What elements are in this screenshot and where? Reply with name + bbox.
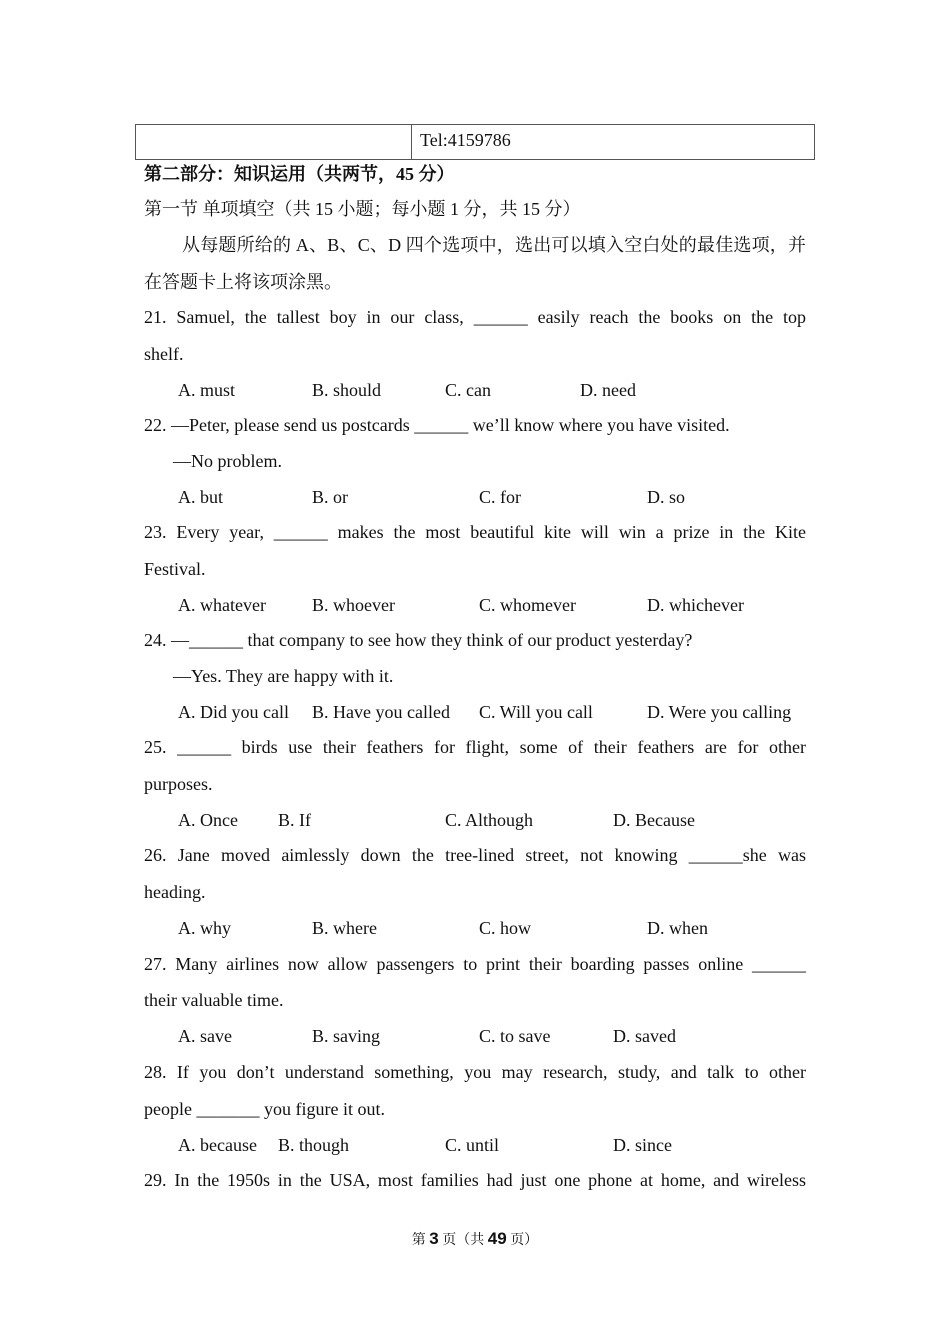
question-23-options xyxy=(178,592,818,618)
option-c: C. Although xyxy=(445,810,534,830)
option-a: A. save xyxy=(178,1026,232,1046)
question-24-line-2: —Yes. They are happy with it. xyxy=(173,666,394,686)
option-c: C. Will you call xyxy=(479,702,593,722)
instructions-line-2: 在答题卡上将该项涂黑。 xyxy=(144,272,342,292)
option-d: D. need xyxy=(580,380,636,400)
section-title: 第一节 单项填空（共 15 小题；每小题 1 分，共 15 分） xyxy=(144,199,581,219)
option-b: B. or xyxy=(312,487,348,507)
question-22-options xyxy=(178,484,818,510)
option-b: B. Have you called xyxy=(312,702,450,722)
contact-table-row xyxy=(135,124,815,160)
option-a: A. must xyxy=(178,380,236,400)
option-a: A. Did you call xyxy=(178,702,289,722)
option-c: C. how xyxy=(479,918,532,938)
question-26-line-1: 26. Jane moved aimlessly down the tree-lined street, not knowing ______she was xyxy=(144,845,806,865)
option-d: D. saved xyxy=(613,1026,676,1046)
question-22-line-1: 22. —Peter, please send us postcards ______ we’ll know where you have visited. xyxy=(144,415,730,435)
table-cell-empty xyxy=(136,125,412,159)
question-21-line-1: 21. Samuel, the tallest boy in our class, ______ easily reach the books on the top xyxy=(144,307,806,327)
option-a: A. why xyxy=(178,918,231,938)
question-26-line-2: heading. xyxy=(144,882,206,902)
page-footer xyxy=(0,1228,950,1252)
question-21-line-2: shelf. xyxy=(144,344,184,364)
question-25-options xyxy=(178,807,818,833)
footer-page-number: 3 xyxy=(429,1229,439,1248)
question-28-line-2: people _______ you figure it out. xyxy=(144,1099,385,1119)
question-22-line-2: —No problem. xyxy=(173,451,282,471)
footer-suffix: 页） xyxy=(506,1233,539,1248)
question-23-line-2: Festival. xyxy=(144,559,206,579)
option-a: A. but xyxy=(178,487,223,507)
question-27-options xyxy=(178,1023,818,1049)
option-c: C. to save xyxy=(479,1026,551,1046)
option-d: D. whichever xyxy=(647,595,744,615)
question-24-line-1: 24. —______ that company to see how they think of our product yesterday? xyxy=(144,630,693,650)
question-25-line-1: 25. ______ birds use their feathers for flight, some of their feathers are for other xyxy=(144,737,806,757)
option-d: D. so xyxy=(647,487,686,507)
instructions-line-1: 从每题所给的 A、B、C、D 四个选项中，选出可以填入空白处的最佳选项，并 xyxy=(182,235,806,255)
footer-prefix: 第 xyxy=(411,1233,430,1248)
option-d: D. since xyxy=(613,1135,672,1155)
question-27-line-2: their valuable time. xyxy=(144,990,284,1010)
option-a: A. because xyxy=(178,1135,257,1155)
question-28-line-1: 28. If you don’t understand something, you may research, study, and talk to other xyxy=(144,1062,806,1082)
question-28-options xyxy=(178,1132,818,1158)
question-24-options xyxy=(178,699,818,725)
question-29-line-1: 29. In the 1950s in the USA, most families had just one phone at home, and wireless xyxy=(144,1170,806,1190)
question-23-line-1: 23. Every year, ______ makes the most beautiful kite will win a prize in the Kite xyxy=(144,522,806,542)
option-a: A. Once xyxy=(178,810,238,830)
option-b: B. whoever xyxy=(312,595,395,615)
option-b: B. should xyxy=(312,380,382,400)
footer-total-pages: 49 xyxy=(487,1229,507,1248)
option-b: B. saving xyxy=(312,1026,381,1046)
option-c: C. until xyxy=(445,1135,500,1155)
option-c: C. whomever xyxy=(479,595,576,615)
option-d: D. Were you calling xyxy=(647,702,792,722)
option-b: B. If xyxy=(278,810,311,830)
option-a: A. whatever xyxy=(178,595,266,615)
question-21-options xyxy=(178,377,818,403)
option-c: C. for xyxy=(479,487,521,507)
question-26-options xyxy=(178,915,818,941)
option-b: B. though xyxy=(278,1135,350,1155)
option-b: B. where xyxy=(312,918,377,938)
part-title: 第二部分：知识运用（共两节，45 分） xyxy=(144,164,455,184)
footer-middle: 页（共 xyxy=(438,1233,488,1248)
option-d: D. Because xyxy=(613,810,695,830)
question-25-line-2: purposes. xyxy=(144,774,213,794)
table-cell-tel: Tel:4159786 xyxy=(420,130,511,150)
option-c: C. can xyxy=(445,380,491,400)
question-27-line-1: 27. Many airlines now allow passengers to print their boarding passes online ______ xyxy=(144,954,806,974)
option-d: D. when xyxy=(647,918,708,938)
